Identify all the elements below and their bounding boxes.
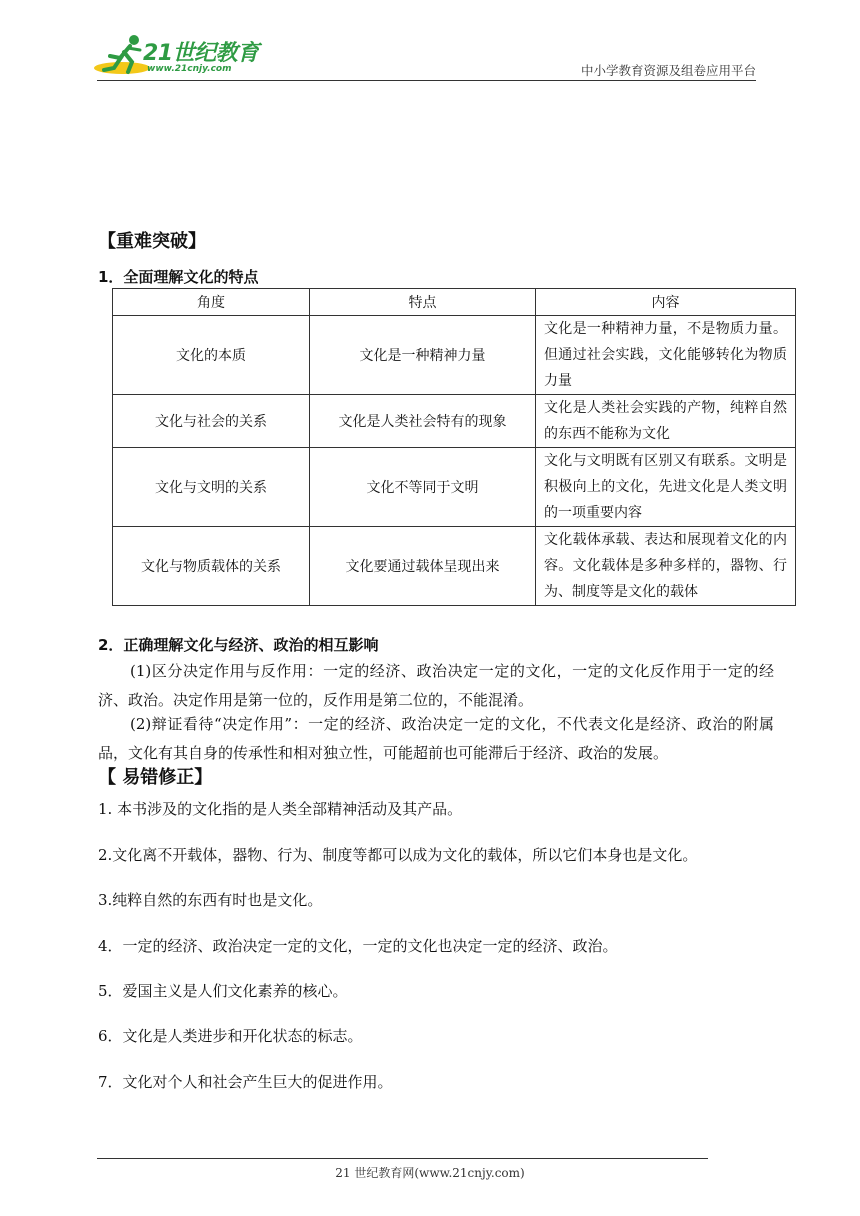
section-title-error-correction: 【 易错修正】: [98, 767, 213, 788]
list-item: 2.文化离不开载体，器物、行为、制度等都可以成为文化的载体，所以它们本身也是文化。: [98, 846, 698, 864]
list-item: 6．文化是人类进步和开化状态的标志。: [98, 1027, 363, 1045]
list-item: 3.纯粹自然的东西有时也是文化。: [98, 891, 323, 909]
subsection-title-1: 1．全面理解文化的特点: [98, 268, 259, 286]
table-cell-feature: 文化是一种精神力量: [310, 316, 536, 395]
section-title-key-points: 【重难突破】: [98, 231, 206, 252]
subsection-title-2: 2．正确理解文化与经济、政治的相互影响: [98, 636, 379, 654]
header-divider: [97, 80, 756, 81]
column-header: 内容: [536, 289, 796, 316]
table-cell-feature: 文化要通过载体呈现出来: [310, 527, 536, 606]
paragraph-dialectic: (2)辩证看待“决定作用”：一定的经济、政治决定一定的文化，不代表文化是经济、政治的附属品，文化有其自身的传承性和相对独立性，可能超前也可能滞后于经济、政治的发展。: [98, 715, 774, 762]
header-tagline: 中小学教育资源及组卷应用平台: [580, 63, 756, 78]
column-header: 角度: [113, 289, 310, 316]
table-cell-content: 文化是一种精神力量，不是物质力量。但通过社会实践，文化能够转化为物质力量: [536, 316, 796, 395]
table-cell-feature: 文化是人类社会特有的现象: [310, 395, 536, 448]
table-cell-angle: 文化的本质: [113, 316, 310, 395]
table-cell-feature: 文化不等同于文明: [310, 448, 536, 527]
culture-features-table: [112, 288, 796, 606]
table-cell-content: 文化是人类社会实践的产物，纯粹自然的东西不能称为文化: [536, 395, 796, 448]
table-row: [113, 395, 796, 448]
table-cell-content: 文化载体承载、表达和展现着文化的内容。文化载体是多种多样的，器物、行为、制度等是文化的载体: [536, 527, 796, 606]
list-item: 4．一定的经济、政治决定一定的文化，一定的文化也决定一定的经济、政治。: [98, 937, 618, 955]
list-item: 1. 本书涉及的文化指的是人类全部精神活动及其产品。: [98, 800, 463, 818]
column-header: 特点: [310, 289, 536, 316]
table-row: [113, 316, 796, 395]
table-row: [113, 448, 796, 527]
logo-text: 21世纪教育: [143, 41, 259, 66]
table-cell-angle: 文化与社会的关系: [113, 395, 310, 448]
table-header-row: [113, 289, 796, 316]
table-cell-angle: 文化与文明的关系: [113, 448, 310, 527]
list-item: 5．爱国主义是人们文化素养的核心。: [98, 982, 348, 1000]
table-cell-angle: 文化与物质载体的关系: [113, 527, 310, 606]
footer-divider: [97, 1158, 708, 1159]
paragraph-distinguish: (1)区分决定作用与反作用：一定的经济、政治决定一定的文化，一定的文化反作用于一定的经济、政治。决定作用是第一位的，反作用是第二位的，不能混淆。: [98, 662, 774, 709]
logo-url: www.21cnjy.com: [147, 64, 232, 74]
footer-text: 21 世纪教育网(www.21cnjy.com): [335, 1166, 525, 1180]
table-cell-content: 文化与文明既有区别又有联系。文明是积极向上的文化，先进文化是人类文明的一项重要内容: [536, 448, 796, 527]
list-item: 7．文化对个人和社会产生巨大的促进作用。: [98, 1073, 393, 1091]
table-row: [113, 527, 796, 606]
